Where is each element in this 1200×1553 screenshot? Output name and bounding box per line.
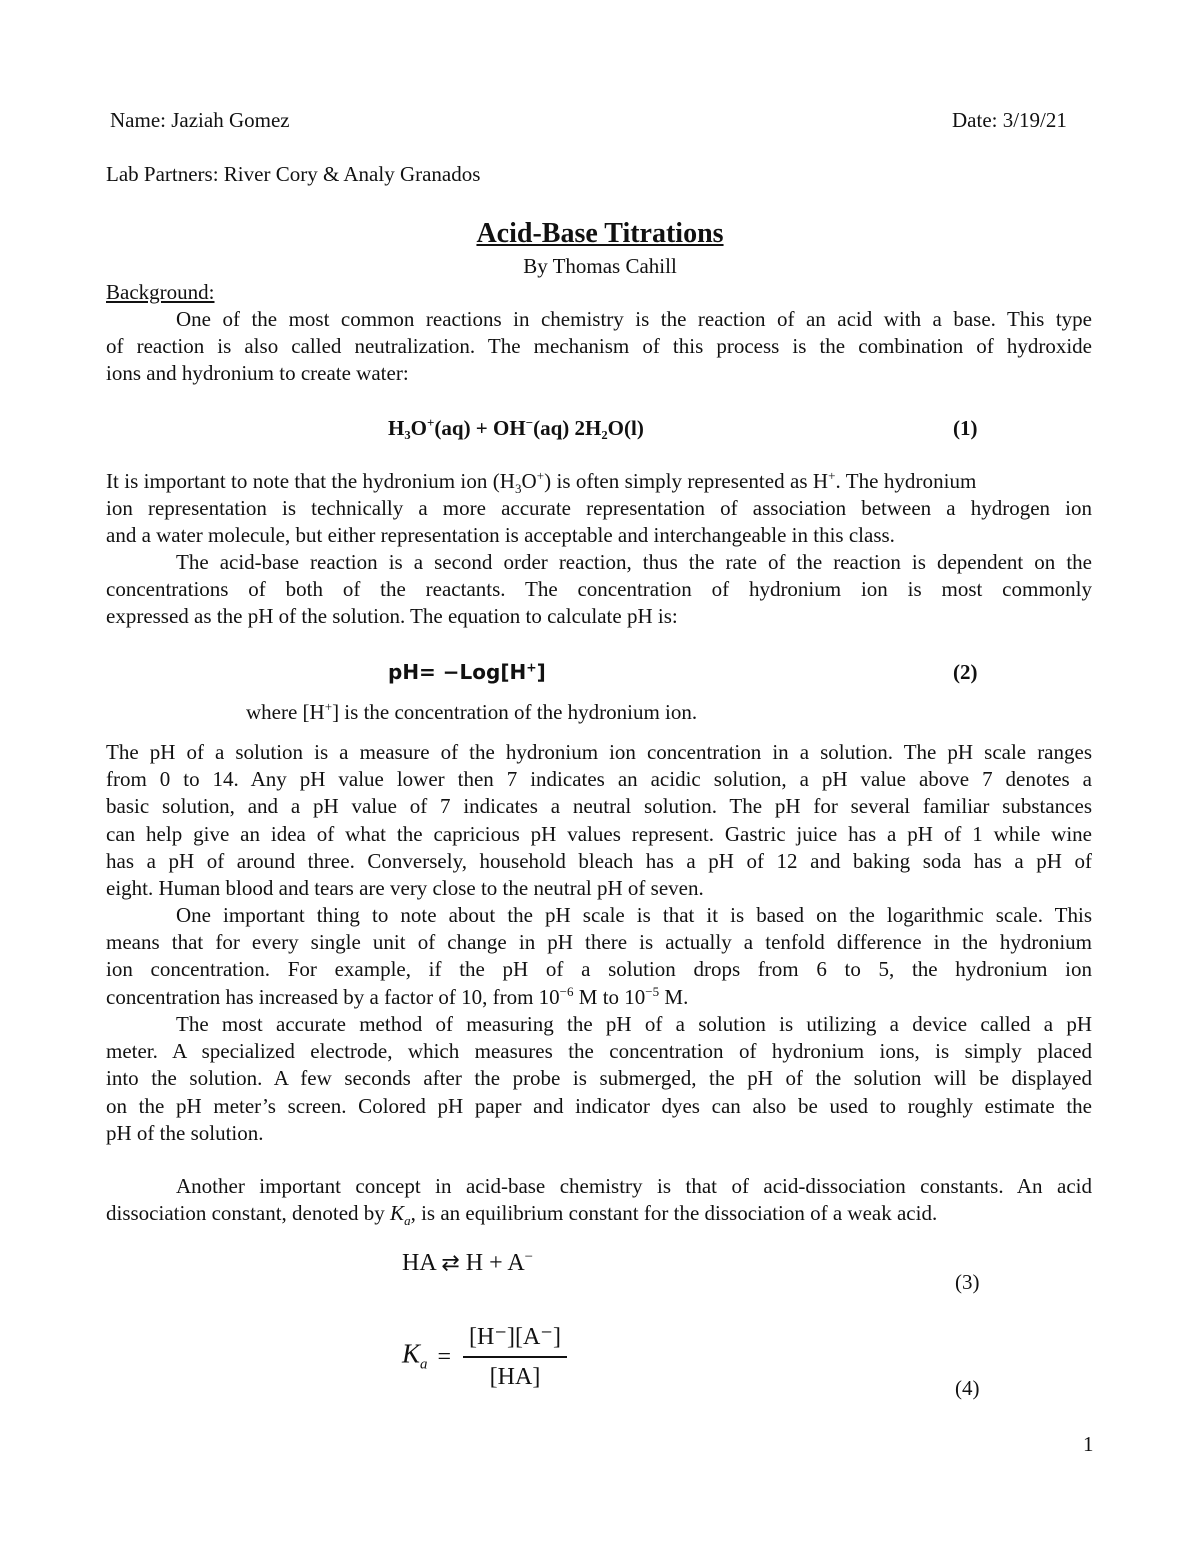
- equation-1-number: (1): [953, 416, 978, 440]
- lab-date: Date: 3/19/21: [952, 108, 1067, 132]
- paragraph-neutralization: [106, 306, 1092, 388]
- subscript: 3: [514, 481, 522, 497]
- eq3-products: H + A: [465, 1250, 525, 1276]
- text-line: on the pH meter’s screen. Colored pH paper and indicator dyes can also be used to roughly estimate the: [106, 1093, 1092, 1118]
- superscript: +: [828, 468, 836, 483]
- superscript: −6: [559, 983, 574, 999]
- text-line: can help give an idea of what the capricious pH values represent. Gastric juice has a pH of 1 while wine: [106, 821, 1092, 846]
- eq1-h3o: H₃O: [388, 416, 427, 440]
- where-line: [246, 700, 697, 725]
- superscript: +: [536, 468, 545, 483]
- eq1-part: (aq) + OH: [434, 416, 526, 440]
- equation-1: [388, 416, 644, 441]
- paragraph-logarithmic: [106, 902, 1092, 1011]
- text-line: into the solution. A few seconds after the probe is submerged, the pH of the solution will be displayed: [106, 1066, 1092, 1091]
- text-span: . The hydronium: [835, 469, 977, 493]
- paragraph-dissociation: [106, 1173, 1092, 1227]
- document-author: By Thomas Cahill: [523, 254, 677, 278]
- eq2-sup: +: [526, 659, 537, 675]
- text-line: from 0 to 14. Any pH value lower then 7 indicates an acidic solution, a pH value above 7 denotes a: [106, 767, 1092, 792]
- background-heading: Background:: [106, 280, 215, 304]
- paragraph-ph-scale: [106, 739, 1092, 902]
- text-line: concentrations of both of the reactants. The concentration of hydronium ion is most commonly: [106, 577, 1092, 602]
- text-line: The acid-base reaction is a second order reaction, thus the rate of the reaction is dependent on the: [176, 550, 1092, 574]
- ka-symbol: K: [402, 1338, 421, 1369]
- paragraph-second-order: [106, 549, 1092, 631]
- subscript: a: [404, 1213, 411, 1229]
- eq2-close: ]: [536, 660, 546, 684]
- text-line: [106, 984, 1092, 1011]
- text-line: Another important concept in acid-base chemistry is that of acid-dissociation constants. An acid: [176, 1174, 1092, 1198]
- equation-3: [402, 1250, 533, 1277]
- eq1-sup: +: [426, 415, 435, 430]
- fraction-numerator: [H⁻][A⁻]: [463, 1318, 567, 1358]
- text-span: M to 10: [573, 984, 646, 1009]
- text-line: eight. Human blood and tears are very close to the neutral pH of seven.: [106, 875, 704, 900]
- text-span: dissociation constant, denoted by: [106, 1201, 391, 1226]
- text-span: ] is the concentration of the hydronium ion.: [332, 700, 698, 724]
- text-span: , is an equilibrium constant for the dissociation of a weak acid.: [410, 1201, 938, 1226]
- text-span: ) is often simply represented as H: [544, 469, 829, 493]
- superscript: −5: [645, 983, 660, 999]
- text-line: basic solution, and a pH value of 7 indicates a neutral solution. The pH for several familiar substances: [106, 794, 1092, 819]
- fraction-denominator: [HA]: [489, 1364, 541, 1390]
- superscript: +: [324, 699, 333, 714]
- equation-4-number: (4): [955, 1376, 980, 1400]
- fraction: [463, 1318, 567, 1396]
- text-span: It is important to note that the hydronium ion (H: [106, 469, 515, 493]
- eq1-sup: −: [525, 415, 534, 430]
- text-line: expressed as the pH of the solution. The equation to calculate pH is:: [106, 604, 678, 629]
- text-line: and a water molecule, but either representation is acceptable and interchangeable in this class.: [106, 523, 895, 548]
- text-line: means that for every single unit of change in pH there is actually a tenfold difference in the hydronium: [106, 930, 1092, 955]
- text-span: where [H: [246, 700, 325, 724]
- text-line: of reaction is also called neutralization. The mechanism of this process is the combination of hydroxide: [106, 334, 1092, 359]
- text-line: [106, 1200, 1092, 1227]
- text-line: meter. A specialized electrode, which measures the concentration of hydronium ions, is simply placed: [106, 1039, 1092, 1064]
- equals-sign: =: [437, 1343, 451, 1370]
- text-line: [106, 468, 1092, 495]
- eq3-ha: HA: [402, 1250, 436, 1276]
- student-name: Name: Jaziah Gomez: [110, 108, 290, 132]
- equation-3-number: (3): [955, 1270, 980, 1294]
- text-line: ion concentration. For example, if the pH of a solution drops from 6 to 5, the hydronium ion: [106, 957, 1092, 982]
- text-line: One of the most common reactions in chemistry is the reaction of an acid with a base. This type: [176, 307, 1092, 331]
- eq1-part: (aq) 2H₂O(l): [533, 416, 644, 440]
- text-line: One important thing to note about the pH scale is that it is based on the logarithmic scale. This: [176, 903, 1092, 927]
- paragraph-ph-meter: [106, 1011, 1092, 1147]
- text-span: concentration has increased by a factor of 10, from 10: [106, 984, 560, 1009]
- subscript: a: [420, 1356, 428, 1373]
- equation-2-number: (2): [953, 660, 978, 684]
- text-line: has a pH of around three. Conversely, household bleach has a pH of 12 and baking soda has a pH of: [106, 848, 1092, 873]
- document-title: Acid-Base Titrations: [476, 218, 724, 249]
- text-line: The most accurate method of measuring the pH of a solution is utilizing a device called a pH: [176, 1012, 1092, 1036]
- equilibrium-arrow-icon: ⇄: [441, 1251, 460, 1276]
- equation-4: [402, 1318, 567, 1396]
- paragraph-hydronium: [106, 468, 1092, 550]
- eq2-text: pH= −Log[H: [388, 660, 527, 684]
- equation-2: [388, 660, 546, 684]
- eq3-sup: −: [524, 1249, 534, 1265]
- text-line: ion representation is technically a more accurate representation of association between a hydrogen ion: [106, 496, 1092, 521]
- text-span: M.: [659, 984, 689, 1009]
- lab-partners: Lab Partners: River Cory & Analy Granados: [106, 162, 481, 186]
- text-line: ions and hydronium to create water:: [106, 361, 409, 386]
- ka-symbol: K: [390, 1201, 405, 1226]
- text-line: The pH of a solution is a measure of the hydronium ion concentration in a solution. The pH scale ranges: [106, 740, 1092, 764]
- page-number: 1: [1083, 1432, 1094, 1456]
- text-span: O: [521, 469, 537, 493]
- text-line: pH of the solution.: [106, 1120, 264, 1145]
